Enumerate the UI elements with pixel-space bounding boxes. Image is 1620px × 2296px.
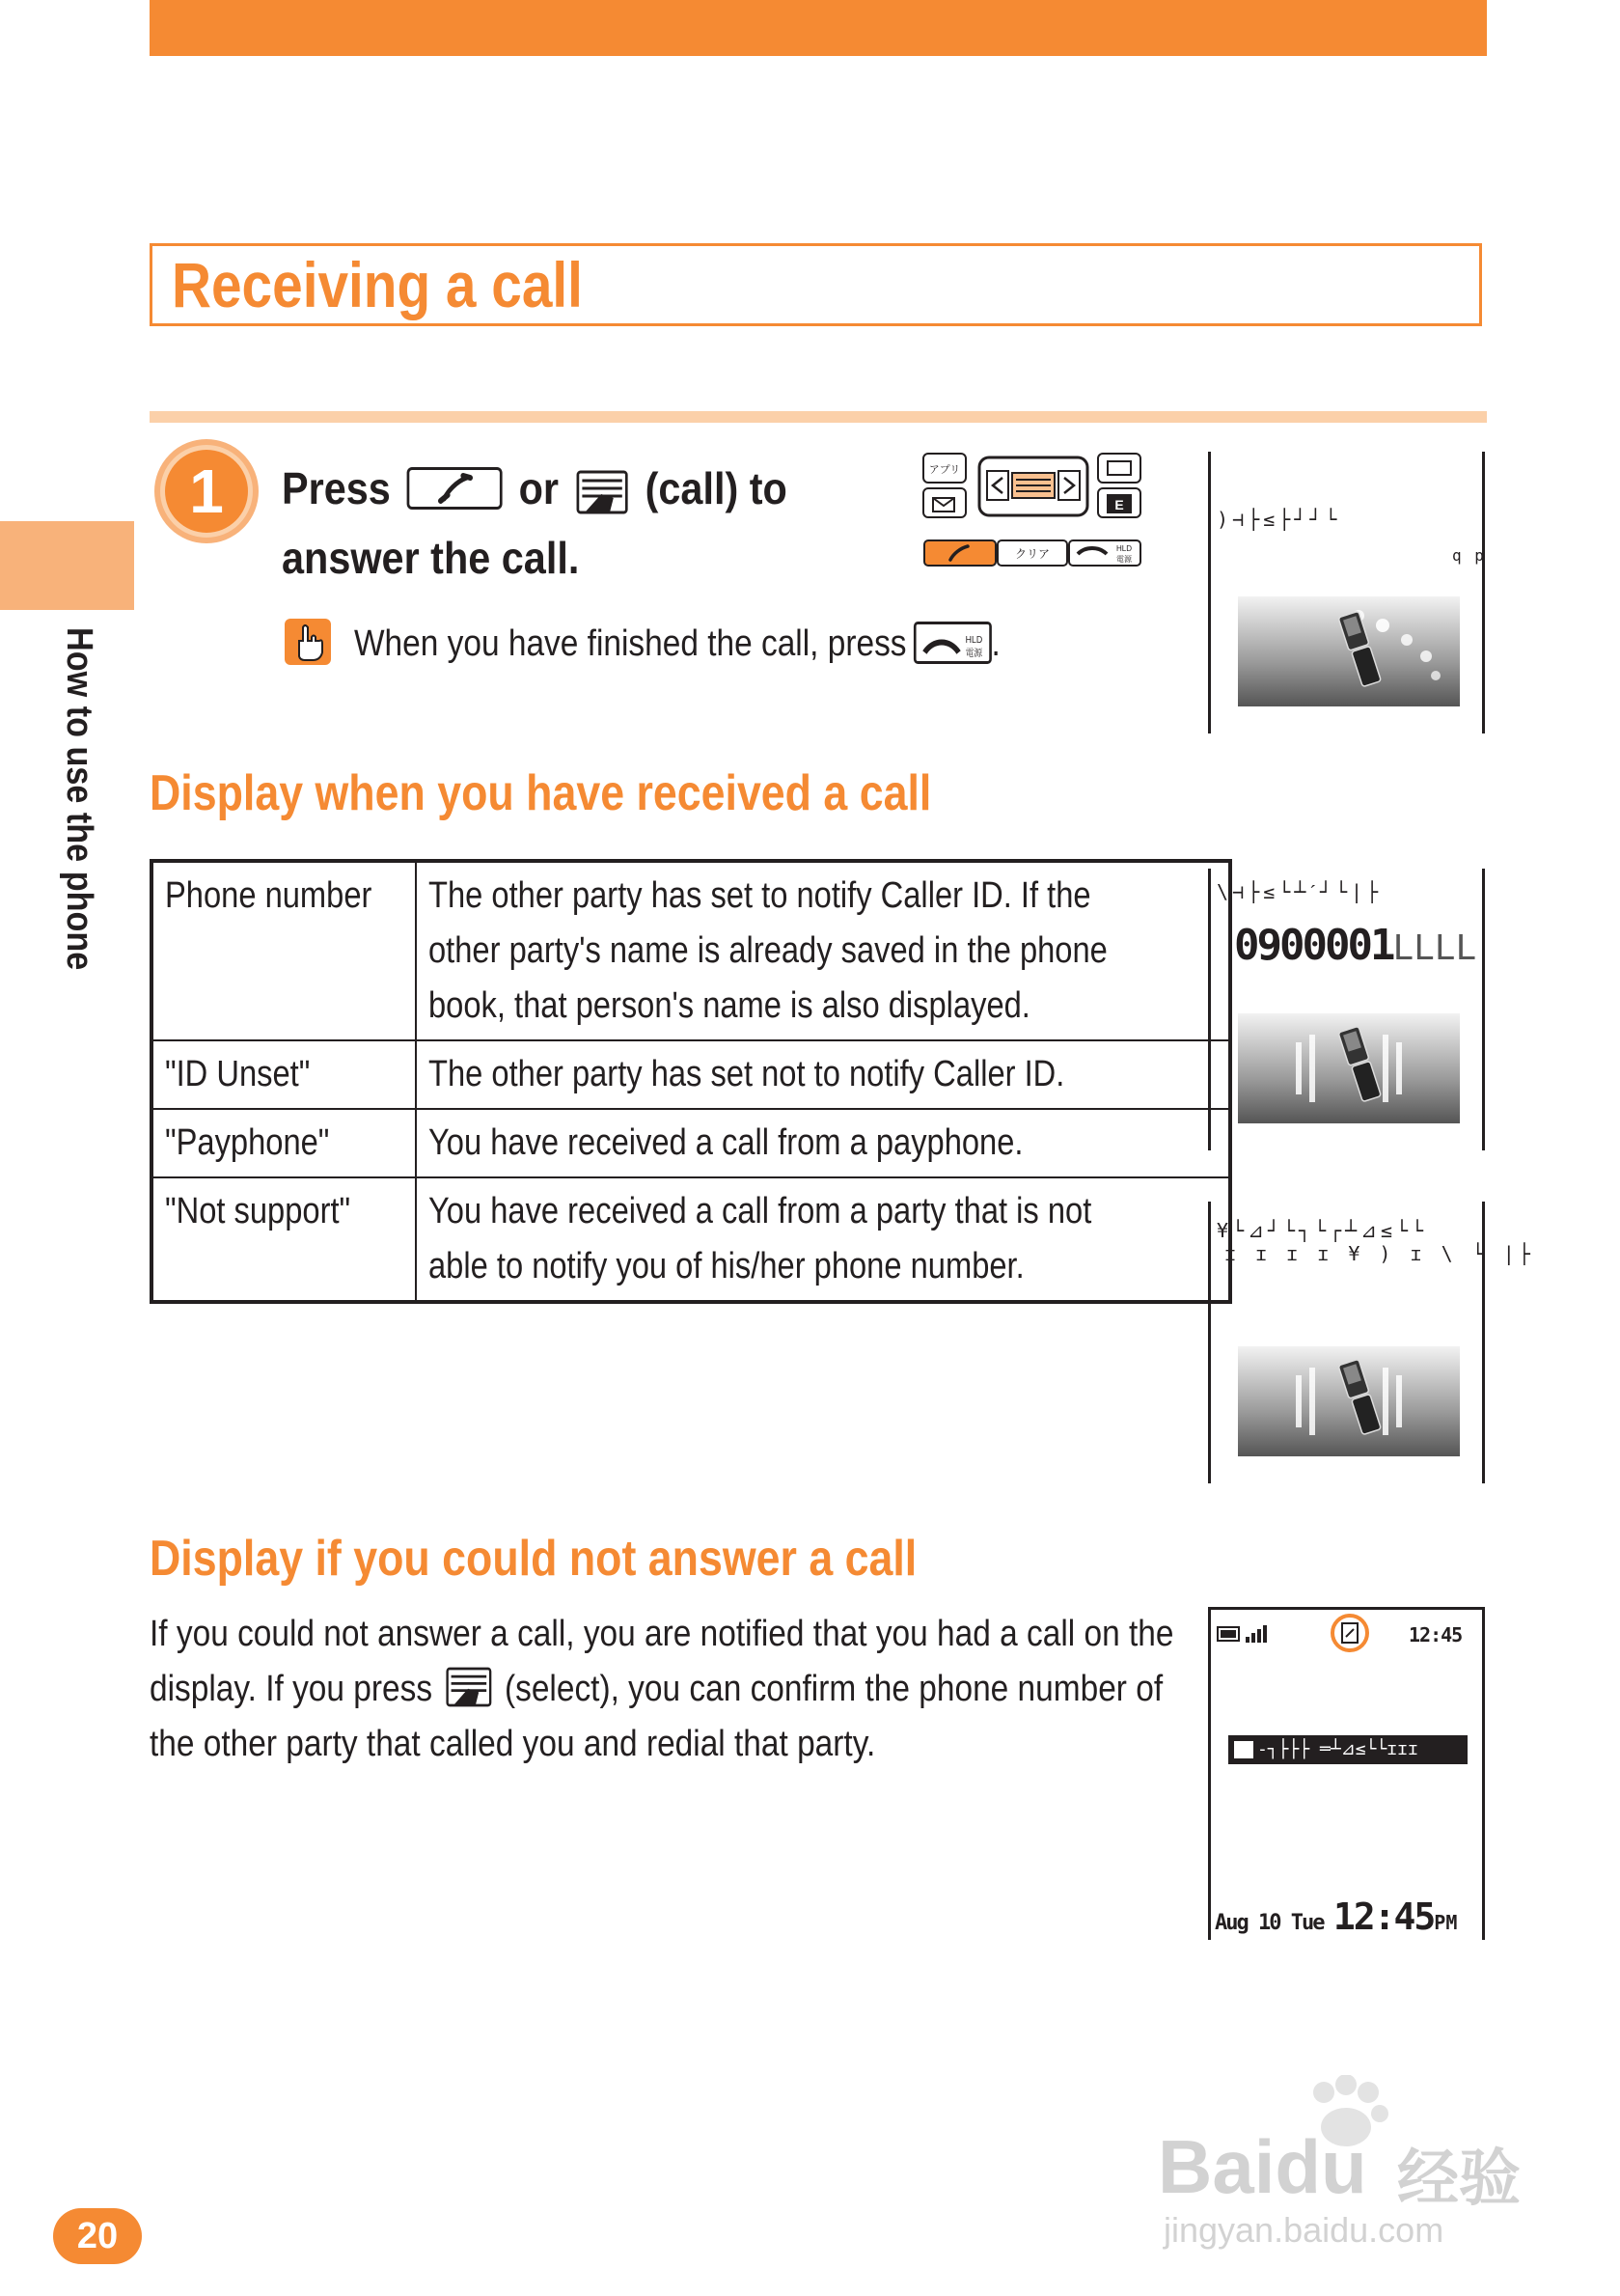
step-or-word: or — [518, 463, 560, 513]
note-text: When you have finished the call, press — [354, 623, 907, 664]
screen2-animation — [1238, 1013, 1460, 1123]
watermark-url: jingyan.baidu.com — [1164, 2210, 1444, 2250]
page-title: Receiving a call — [172, 249, 583, 320]
svg-text:E: E — [1114, 497, 1124, 512]
standby-date: Aug 10 Tue — [1215, 1911, 1324, 1935]
para-line-2: display. If you press (select), you can confirm the phone number of — [150, 1662, 1173, 1717]
row-desc-line: other party's name is already saved in the phone — [428, 930, 1109, 971]
step-press-word: Press — [282, 463, 391, 513]
row-desc-line: able to notify you of his/her phone number. — [428, 1246, 1026, 1286]
screen3-caption-2: ɪ ɪ ɪ ɪ ¥ ) ɪ \ └ |├ — [1224, 1242, 1534, 1265]
app-key-label: アプリ — [928, 464, 961, 476]
row-desc-line: You have received a call from a party that is not — [428, 1191, 1092, 1231]
side-tab-label: How to use the phone — [59, 627, 99, 971]
side-tab-marker — [0, 521, 134, 610]
select-key-icon — [575, 465, 629, 512]
standby-clock — [1215, 1895, 1457, 1938]
screen3-animation — [1238, 1346, 1460, 1456]
para-line: If you could not answer a call, you are notified that you had a call on the — [150, 1614, 1174, 1654]
note-line — [354, 616, 1001, 672]
row-desc-line: The other party has set not to notify Caller ID. — [428, 1054, 1065, 1094]
phone-screen-number — [1208, 869, 1485, 1150]
row-label: Phone number — [165, 875, 372, 916]
para-line: the other party that called you and redial that party. — [150, 1724, 876, 1764]
screen1-small-text: q p — [1452, 546, 1486, 565]
caller-number: 0900001 — [1234, 921, 1393, 970]
step-call-words: (call) to — [645, 463, 787, 513]
power-key-label: 電源 — [1116, 555, 1132, 564]
row-desc-line: book, that person's name is also displayed. — [428, 985, 1031, 1026]
step-instruction — [282, 454, 787, 593]
status-time: 12:45 — [1409, 1623, 1463, 1646]
keypad-diagram — [921, 452, 1143, 569]
screen2-number-line — [1234, 921, 1476, 970]
phone-screen-standby — [1208, 1607, 1485, 1940]
number-padding: LLLL — [1392, 928, 1477, 968]
step-line2: answer the call. — [282, 533, 580, 583]
svg-text:電源: 電源 — [965, 647, 982, 659]
step-number: 1 — [165, 450, 248, 533]
row-desc-line: You have received a call from a payphone. — [428, 1122, 1024, 1163]
table-row — [151, 1177, 1230, 1302]
phone-screen-not-support — [1208, 1202, 1534, 1483]
phone-screen-incoming — [1208, 452, 1485, 733]
missed-call-banner: -┐├├├ ═┴⊿≤└└ɪɪɪ — [1228, 1735, 1468, 1764]
row-label: "Not support" — [165, 1191, 351, 1231]
select-key-icon — [445, 1666, 492, 1708]
row-label: "Payphone" — [165, 1122, 330, 1163]
standby-time: 12:45 — [1332, 1895, 1435, 1938]
page-number: 20 — [53, 2208, 142, 2264]
watermark-brand: Baidu — [1158, 2124, 1367, 2209]
note-end: . — [991, 623, 1001, 664]
screen2-caption: \⊣├≤└┴ˊ┘└|├ — [1217, 880, 1383, 903]
screen1-caption: )⊣├≤├┘┘└ — [1217, 508, 1341, 531]
row-desc-line: The other party has set to notify Caller ID. If the — [428, 875, 1091, 916]
battery-signal-icon — [1217, 1623, 1275, 1646]
screen3-caption-1: ¥└⊿┘└┐└┌┴⊿≤└└ — [1217, 1219, 1427, 1242]
hand-pointer-icon — [284, 618, 332, 666]
watermark-cn: 经验 — [1397, 2144, 1521, 2213]
standby-ampm: PM — [1434, 1911, 1458, 1934]
table-row — [151, 1040, 1230, 1109]
baidu-watermark — [1158, 2075, 1544, 2258]
svg-text:HLD: HLD — [965, 633, 982, 646]
top-accent-bar — [150, 0, 1487, 56]
table-row — [151, 1109, 1230, 1177]
hld-key-label: HLD — [1115, 544, 1133, 553]
end-key-icon — [914, 622, 992, 664]
section-divider — [150, 411, 1487, 423]
heading-received-call: Display when you have received a call — [150, 765, 932, 821]
missed-call-paragraph — [150, 1607, 1173, 1772]
row-label: "ID Unset" — [165, 1054, 311, 1094]
clear-key-label: クリア — [1014, 547, 1051, 561]
caller-id-table — [150, 859, 1232, 1304]
heading-missed-call: Display if you could not answer a call — [150, 1531, 918, 1587]
screen1-animation — [1238, 596, 1460, 706]
table-row — [151, 861, 1230, 1040]
call-key-icon — [407, 467, 503, 510]
missed-call-icon — [1340, 1621, 1359, 1645]
